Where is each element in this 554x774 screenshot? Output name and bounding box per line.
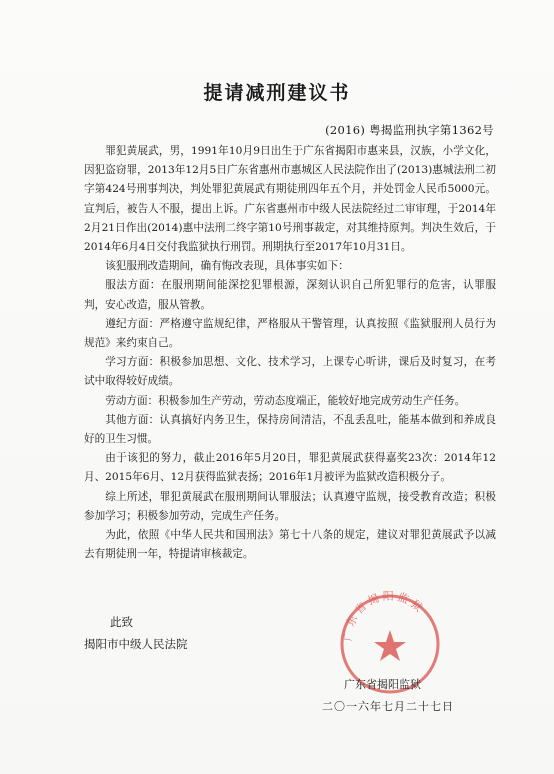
document-title: 提请减刑建议书 [203, 82, 351, 104]
document-body [84, 142, 496, 564]
svg-text:广东省揭阳监狱: 广东省揭阳监狱 [341, 590, 428, 642]
closing-salutation: 此致 [110, 615, 133, 629]
document-date: 二〇一六年七月二十七日 [322, 700, 454, 713]
paragraph-law-abiding: 服法方面：在服刑期间能深挖犯罪根源，深刻认识自己所犯罪行的危害，认罪服判，安心改造，服从管教。 [84, 279, 496, 311]
signer-name: 广东省揭阳监狱 [344, 678, 421, 691]
paragraph-labor: 劳动方面：积极参加生产劳动，劳动态度端正，能较好地完成劳动生产任务。 [105, 394, 466, 407]
paragraph-proposal: 为此，依照《中华人民共和国刑法》第七十八条的规定，建议对罪犯黄展武予以减去有期徒刑一年，特提请审核裁定。 [84, 529, 496, 561]
paragraph-intro: 该犯服刑改造期间，确有悔改表现，具体事实如下： [105, 260, 349, 273]
paragraph-discipline: 遵纪方面：严格遵守监规纪律，严格服从干警管理，认真按照《监狱服刑人员行为规范》来约束自己。 [84, 317, 496, 350]
paragraph-summary: 综上所述，罪犯黄展武在服刑期间认罪服法；认真遵守监规，接受教育改造；积极参加学习；积极参加劳动，完成生产任务。 [84, 490, 496, 522]
addressee-court: 揭阳市中级人民法院 [84, 637, 188, 651]
document-number: (2016) 粤揭监刑执字第1362号 [325, 123, 494, 137]
paragraph-study: 学习方面：积极参加思想、文化、技术学习，上课专心听讲，课后及时复习，在考试中取得较好成绩。 [84, 356, 496, 388]
paragraph-criminal-info: 罪犯黄展武，男，1991年10月9日出生于广东省揭阳市惠来县，汉族，小学文化，因犯盗窃罪，2013年12月5日广东省惠州市惠城区人民法院作出了(2013)惠城法刑二初字第424号刑事判决，判处罪犯黄展武有期徒刑四年五个月，并处罚金人民币5000元。宣判后，被告人不服，提出上诉。广东省惠州市中级人民法院经过二审审理，于2014年2月21日作出(2014)惠中法刑二终字第10号刑事裁定，对其维持原判。判决生效后，于2014年6月4日交付我监狱执行刑罚。刑期执行至2017年10月31日。 [84, 145, 496, 254]
paragraph-other: 其他方面：认真搞好内务卫生，保持房间清洁，不乱丢乱吐，能基本做到和养成良好的卫生习惯。 [84, 413, 496, 446]
paragraph-awards: 由于该犯的努力，截止2016年5月20日，罪犯黄展武获得嘉奖23次：2014年12月、2015年6月、12月获得监狱表扬；2016年1月被评为监狱改造积极分子。 [84, 452, 496, 484]
